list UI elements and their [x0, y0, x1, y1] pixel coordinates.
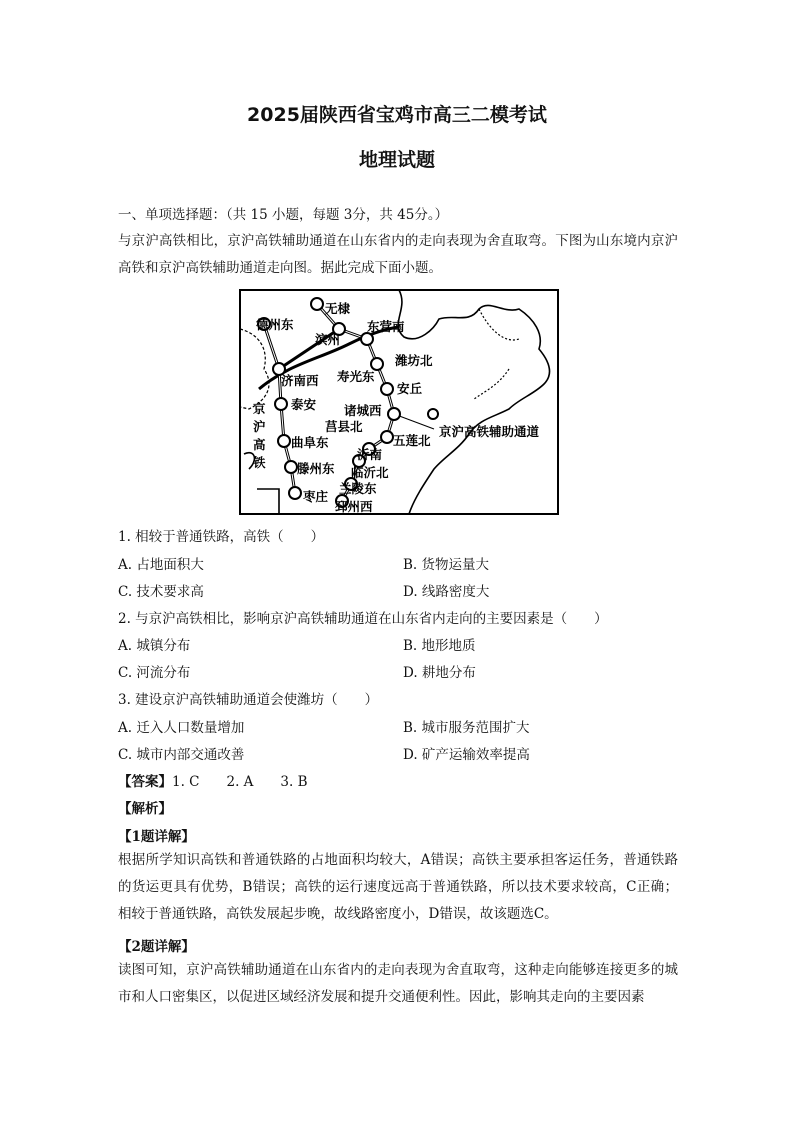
answer-values: 1. C 2. A 3. B [172, 774, 308, 790]
page-title: 2025届陕西省宝鸡市高三二模考试 [247, 104, 547, 126]
analysis-label: 【解析】 [118, 801, 172, 817]
q2-analysis-label: 【2题详解】 [118, 939, 195, 955]
station-label-shouguangdong: 寿光东 [337, 369, 375, 384]
question-3-option-c: C. 城市内部交通改善 [118, 747, 245, 763]
station-label-tengzhoudong: 滕州东 [297, 461, 335, 476]
station-label-juxianbei: 莒县北 [325, 419, 363, 434]
q2-analysis-text: 读图可知，京沪高铁辅助通道在山东省内的走向表现为舍直取弯，这种走向能够连接更多的城市和人口密集区，以促进区域经济发展和提升交通便利性。因此，影响其走向的主要因素 [118, 962, 678, 1005]
railway-map [239, 289, 559, 515]
station-label-zhuchengxi: 诸城西 [344, 403, 382, 418]
station-marker [428, 409, 438, 419]
intro-text: 与京沪高铁相比，京沪高铁辅助通道在山东省内的走向表现为舍直取弯。下图为山东境内京沪高铁和京沪高铁辅助通道走向图。据此完成下面小题。 [118, 233, 678, 276]
station-label-taian: 泰安 [291, 397, 317, 412]
question-3-option-d: D. 矿产运输效率提高 [403, 747, 530, 763]
station-marker [381, 431, 393, 443]
station-label-lanlingdong: 兰陵东 [339, 481, 377, 496]
station-marker [311, 298, 323, 310]
station-marker [361, 333, 373, 345]
question-3-option-a: A. 迁入人口数量增加 [118, 720, 245, 736]
question-3-stem: 3. 建设京沪高铁辅助通道会使潍坊（ ） [118, 692, 379, 708]
q1-analysis-label: 【1题详解】 [118, 829, 195, 845]
question-1-option-b: B. 货物运量大 [403, 557, 490, 573]
station-label-weifangbei: 潍坊北 [395, 353, 433, 368]
station-label-dezhoudong: 德州东 [256, 317, 294, 332]
question-2-option-c: C. 河流分布 [118, 665, 191, 681]
question-1-stem: 1. 相较于普通铁路，高铁（ ） [118, 529, 325, 545]
station-marker [388, 408, 400, 420]
station-label-linyibei: 临沂北 [351, 465, 389, 480]
answer-label: 【答案】 [118, 774, 172, 790]
section-heading: 一、单项选择题：（共 15 小题，每题 3分，共 45分。） [118, 207, 449, 223]
question-2-option-d: D. 耕地分布 [403, 665, 476, 681]
jinghu-label-char: 高 [253, 437, 266, 452]
railway-map-svg [239, 289, 559, 515]
station-label-wulian: 五莲北 [393, 433, 431, 448]
aux-channel-label: 京沪高铁辅助通道 [439, 424, 540, 439]
question-1-option-c: C. 技术要求高 [118, 584, 204, 600]
station-marker [285, 461, 297, 473]
station-label-anqiu: 安丘 [397, 381, 423, 396]
station-label-linyi: 沂南 [357, 447, 383, 462]
jinghu-label-char: 沪 [253, 419, 266, 434]
station-marker [289, 487, 301, 499]
station-label-zaozhuang: 枣庄 [303, 489, 329, 504]
station-label-jinanxi: 济南西 [281, 373, 319, 388]
question-1-option-d: D. 线路密度大 [403, 584, 490, 600]
station-label-binzhou: 滨州 [315, 332, 341, 347]
question-2-stem: 2. 与京沪高铁相比，影响京沪高铁辅助通道在山东省内走向的主要因素是（ ） [118, 611, 608, 627]
answer-row [118, 770, 308, 790]
station-marker [275, 398, 287, 410]
station-label-qufudong: 曲阜东 [291, 435, 329, 450]
jinghu-label-char: 京 [253, 401, 266, 416]
question-1-option-a: A. 占地面积大 [118, 557, 204, 573]
question-2-option-b: B. 地形地质 [403, 638, 476, 654]
q1-analysis-text: 根据所学知识高铁和普通铁路的占地面积均较大，A错误；高铁主要承担客运任务，普通铁路的货运更具有优势，B错误；高铁的运行速度远高于普通铁路，所以技术要求较高，C正确；相较于普通铁路，高铁发展起步晚，故线路密度小，D错误，故该题选C。 [118, 852, 678, 922]
jinghu-label-char: 铁 [253, 455, 266, 470]
station-label-dongyingnan: 东营南 [367, 319, 405, 334]
question-2-option-a: A. 城镇分布 [118, 638, 191, 654]
page-subtitle: 地理试题 [358, 149, 435, 171]
station-label-wudi: 无棣 [325, 301, 351, 316]
station-label-pizhouxi: 邳州西 [335, 499, 373, 514]
question-3-option-b: B. 城市服务范围扩大 [403, 720, 530, 736]
station-marker [278, 435, 290, 447]
station-marker [381, 383, 393, 395]
